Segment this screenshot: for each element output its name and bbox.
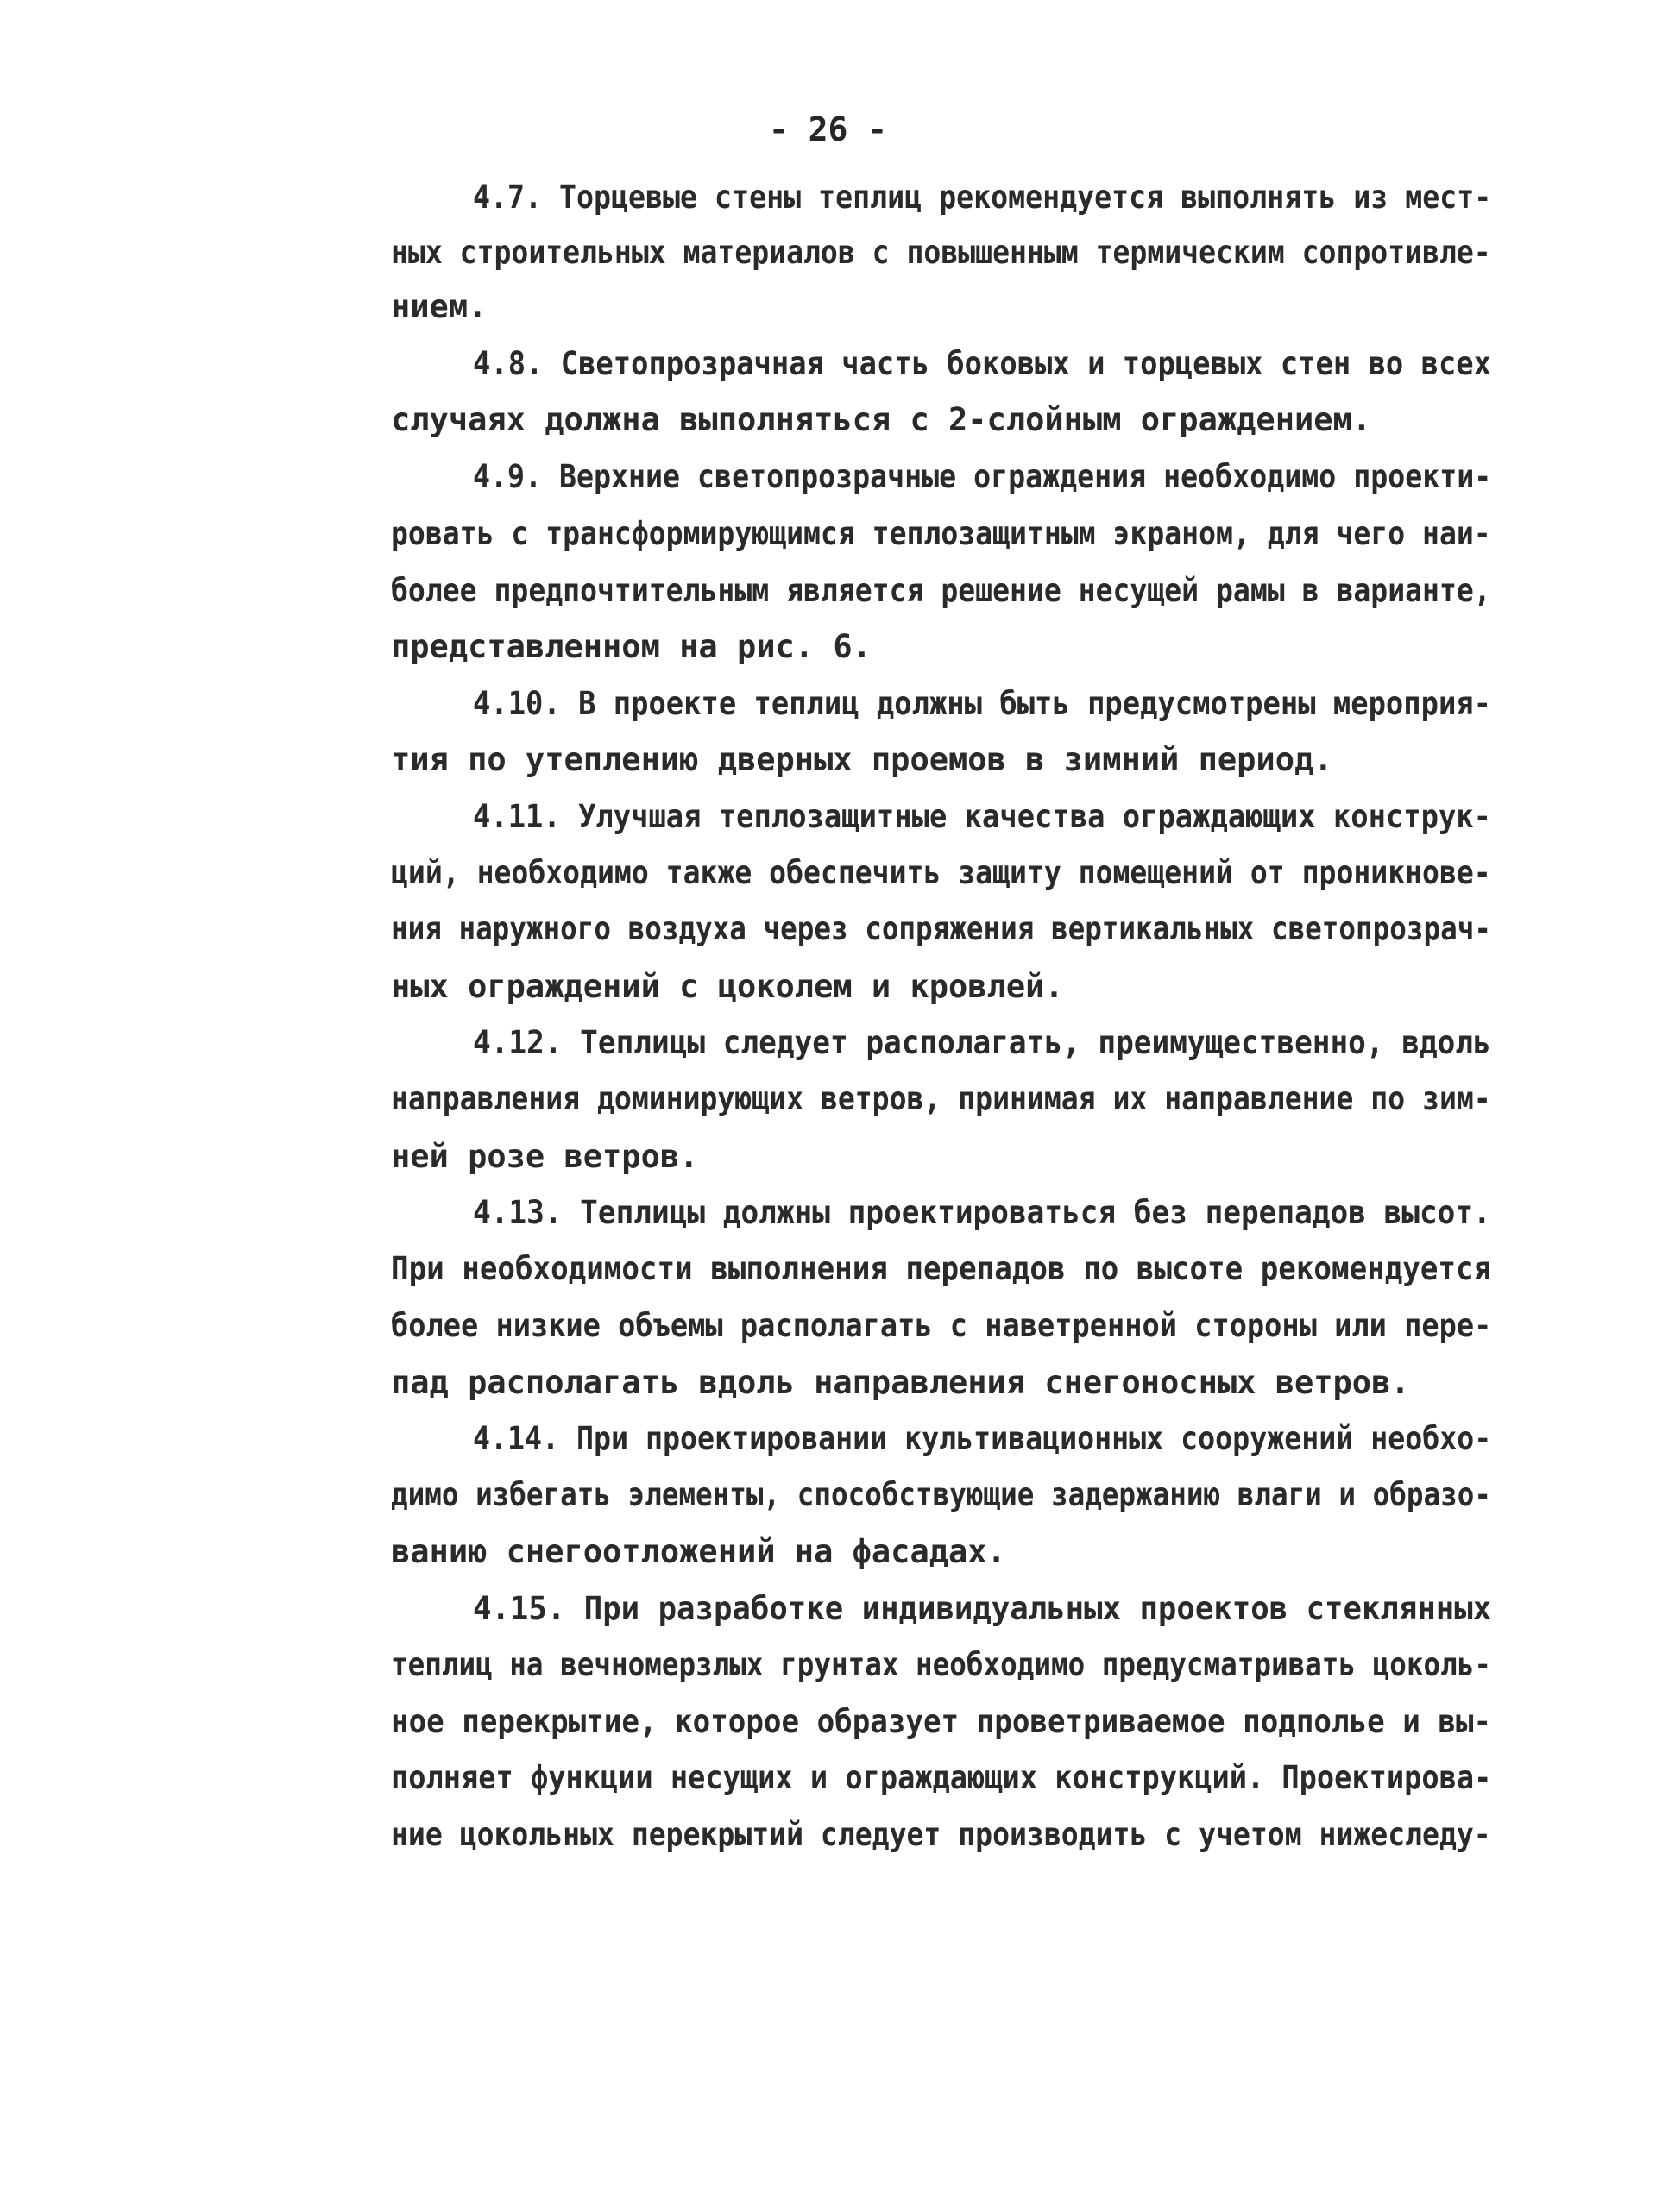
text-line: ций, необходимо также обеспечить защиту помещений от проникнове- xyxy=(391,854,1491,891)
page-number: - 26 - xyxy=(768,110,888,148)
text-line: тия по утеплению дверных проемов в зимний период. xyxy=(391,741,1333,778)
text-line: 4.12. Теплицы следует располагать, преимущественно, вдоль xyxy=(473,1024,1491,1061)
text-line: 4.14. При проектировании культивационных сооружений необхо- xyxy=(473,1420,1492,1457)
text-line: 4.11. Улучшая теплозащитные качества ограждающих конструк- xyxy=(473,798,1492,835)
text-line: более низкие объемы располагать с наветренной стороны или пере- xyxy=(391,1307,1492,1344)
text-line: полняет функции несущих и ограждающих конструкций. Проектирова- xyxy=(391,1759,1492,1796)
text-line: случаях должна выполняться с 2-слойным ограждением. xyxy=(391,401,1372,438)
text-line: димо избегать элементы, способствующие задержанию влаги и образо- xyxy=(391,1476,1491,1513)
text-line: ное перекрытие, которое образует проветриваемое подполье и вы- xyxy=(391,1703,1492,1740)
text-line: 4.9. Верхние светопрозрачные ограждения необходимо проекти- xyxy=(473,458,1492,495)
text-line: 4.15. При разработке индивидуальных проектов стеклянных xyxy=(473,1590,1492,1627)
text-line: ровать с трансформирующимся теплозащитным экраном, для чего наи- xyxy=(391,515,1491,552)
text-line: нием. xyxy=(391,288,488,325)
text-line: ней розе ветров. xyxy=(391,1138,699,1175)
text-line: ных строительных материалов с повышенным термическим сопротивле- xyxy=(391,234,1491,271)
text-line: направления доминирующих ветров, принимая их направление по зим- xyxy=(391,1080,1491,1117)
text-line: ния наружного воздуха через сопряжения вертикальных светопрозрач- xyxy=(391,910,1491,947)
text-line: 4.10. В проекте теплиц должны быть предусмотрены мероприя- xyxy=(473,685,1492,722)
text-line: представленном на рис. 6. xyxy=(391,628,872,665)
text-line: 4.8. Светопрозрачная часть боковых и торцевых стен во всех xyxy=(473,345,1492,382)
text-line: 4.7. Торцевые стены теплиц рекомендуется выполнять из мест- xyxy=(473,179,1492,216)
text-line: ных ограждений с цоколем и кровлей. xyxy=(391,968,1064,1005)
text-line: ние цокольных перекрытий следует производить с учетом нижеследу- xyxy=(391,1816,1491,1853)
text-line: более предпочтительным является решение несущей рамы в варианте, xyxy=(391,572,1491,609)
text-line: теплиц на вечномерзлых грунтах необходимо предусматривать цоколь- xyxy=(391,1646,1491,1683)
text-line: пад располагать вдоль направления снегоносных ветров. xyxy=(391,1364,1410,1401)
text-line: 4.13. Теплицы должны проектироваться без перепадов высот. xyxy=(473,1194,1491,1231)
text-line: ванию снегоотложений на фасадах. xyxy=(391,1533,1006,1570)
text-line: При необходимости выполнения перепадов по высоте рекомендуется xyxy=(391,1250,1492,1287)
